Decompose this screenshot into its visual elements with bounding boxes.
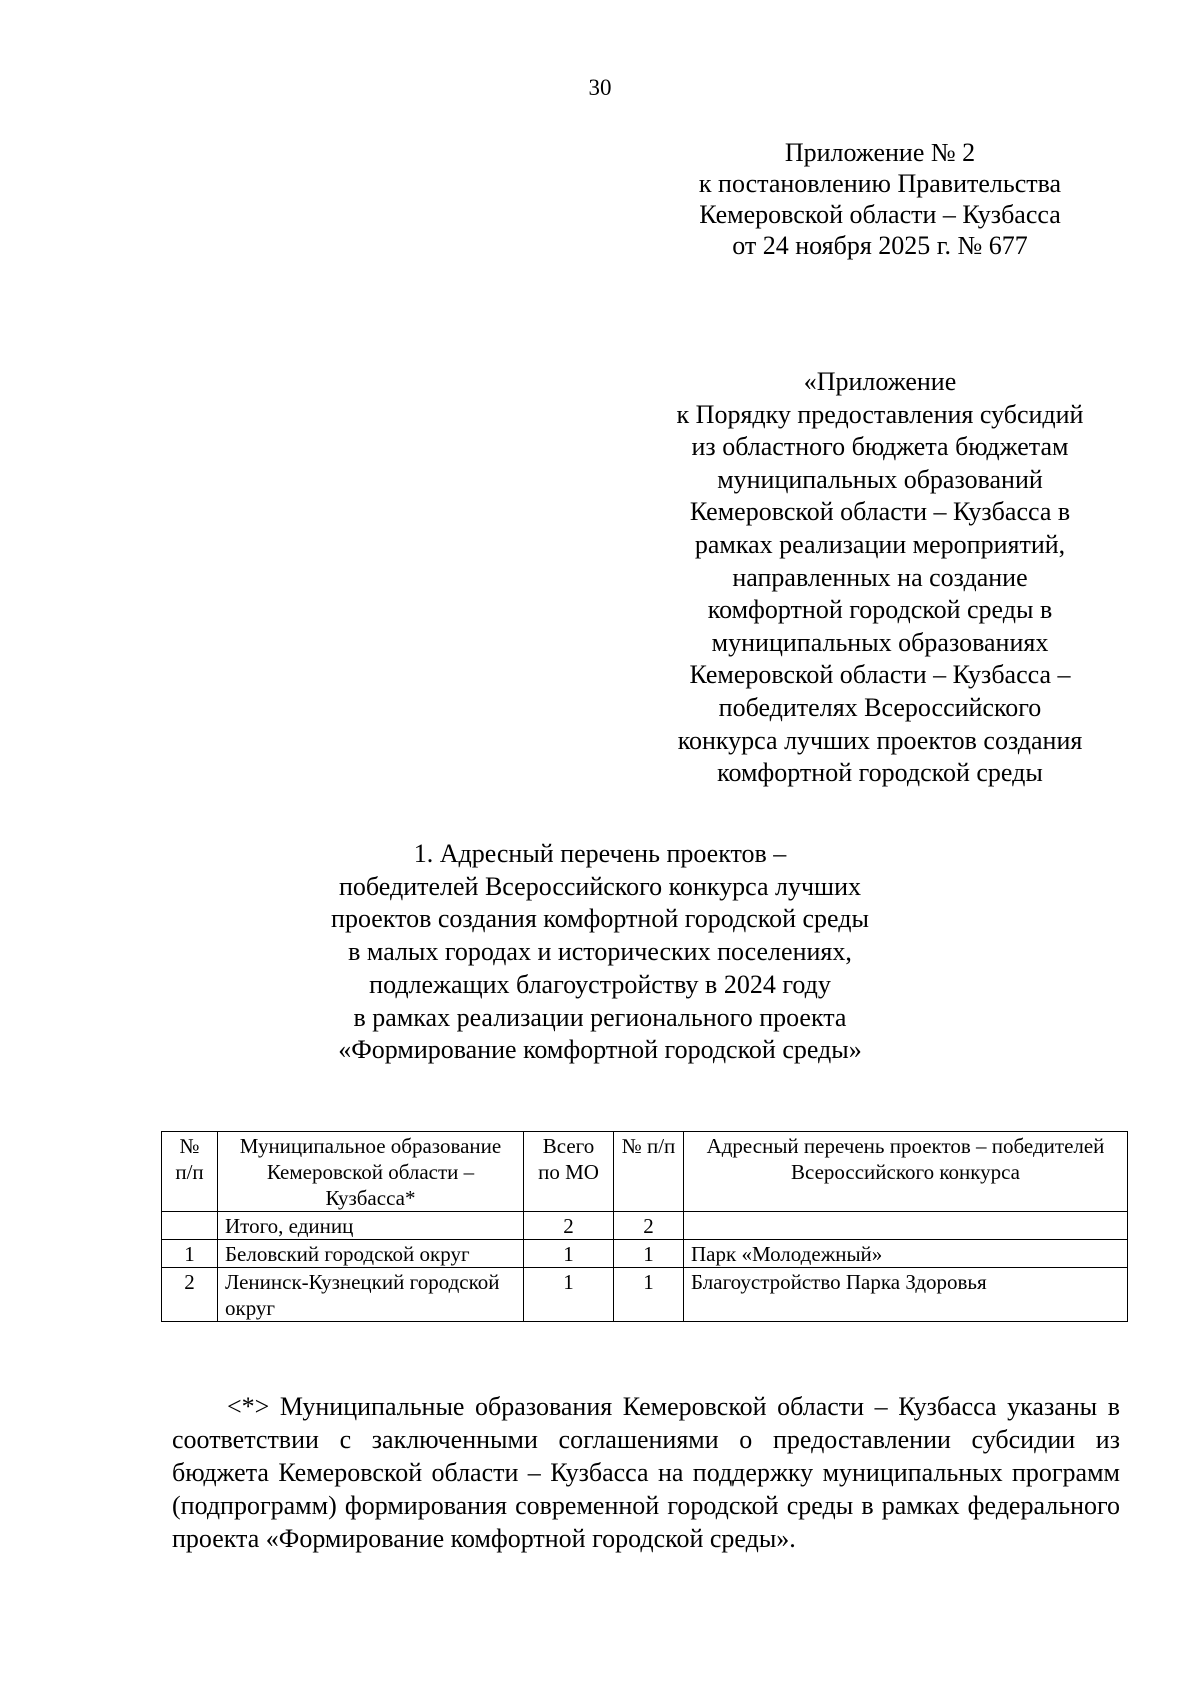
section-title-line: победителей Всероссийского конкурса лучших (338, 871, 861, 901)
cell-municipality: Итого, единиц (218, 1212, 524, 1240)
order-header-line: Кемеровской области – Кузбасса – (689, 660, 1071, 690)
section-title (240, 838, 960, 1067)
cell-municipality: Ленинск-Кузнецкий городской округ (218, 1268, 524, 1322)
order-header-line: комфортной городской среды (717, 758, 1043, 788)
projects-table (161, 1131, 1128, 1322)
table-row-total (162, 1212, 1128, 1240)
order-header-line: «Приложение (803, 367, 957, 396)
appendix-header-line: от 24 ноября 2025 г. № 677 (732, 231, 1028, 260)
header-num2: № п/п (614, 1132, 684, 1212)
order-header-line: Кемеровской области – Кузбасса в (689, 497, 1071, 527)
cell-num (162, 1212, 218, 1240)
cell-municipality: Беловский городской округ (218, 1240, 524, 1268)
cell-num2: 2 (614, 1212, 684, 1240)
section-title-line: 1. Адресный перечень проектов – (413, 839, 787, 868)
appendix-header-line: к постановлению Правительства (698, 169, 1062, 198)
order-header-line: из областного бюджета бюджетам (691, 432, 1069, 462)
appendix-header-line: Кемеровской области – Кузбасса (699, 200, 1061, 229)
section-title-line: проектов создания комфортной городской среды (331, 904, 869, 934)
order-header-line: комфортной городской среды в (707, 595, 1053, 625)
cell-total: 1 (524, 1240, 614, 1268)
section-title-line: «Формирование комфортной городской среды» (338, 1035, 862, 1065)
table-row (162, 1268, 1128, 1322)
appendix-header-line: Приложение № 2 (784, 138, 976, 167)
header-projects: Адресный перечень проектов – победителей Всероссийского конкурса (684, 1132, 1128, 1212)
order-header-line: направленных на создание (732, 562, 1028, 592)
header-total: Всего по МО (524, 1132, 614, 1212)
table-header-row (162, 1132, 1128, 1212)
section-title-line: подлежащих благоустройству в 2024 году (369, 969, 831, 999)
order-header-line: муниципальных образованиях (711, 627, 1049, 657)
table-row (162, 1240, 1128, 1268)
order-header-line: к Порядку предоставления субсидий (676, 399, 1084, 429)
cell-num2: 1 (614, 1268, 684, 1322)
cell-project: Парк «Молодежный» (684, 1240, 1128, 1268)
cell-total: 2 (524, 1212, 614, 1240)
cell-project (684, 1212, 1128, 1240)
cell-project: Благоустройство Парка Здоровья (684, 1268, 1128, 1322)
header-num: № п/п (162, 1132, 218, 1212)
cell-num2: 1 (614, 1240, 684, 1268)
order-header-line: конкурса лучших проектов создания (677, 725, 1083, 755)
section-title-line: в рамках реализации регионального проекта (353, 1002, 847, 1032)
order-appendix-header (640, 366, 1120, 790)
order-header-line: рамках реализации мероприятий, (694, 529, 1066, 559)
order-header-line: победителях Всероссийского (718, 692, 1042, 722)
header-municipality: Муниципальное образование Кемеровской области – Кузбасса* (218, 1132, 524, 1212)
appendix-header (640, 137, 1120, 261)
page-number: 30 (588, 75, 612, 100)
footnote: <*> Муниципальные образования Кемеровской области – Кузбасса указаны в соответствии с заключенными соглашениями о предоставлении субсидии из бюджета Кемеровской области – Кузбасса на поддержку муниципальных программ (подпрограмм) формирования современной городской среды в рамках федерального проекта «Формирование комфортной городской среды». (172, 1392, 1120, 1553)
cell-total: 1 (524, 1268, 614, 1322)
section-title-line: в малых городах и исторических поселениях, (348, 937, 852, 967)
cell-num: 2 (162, 1268, 218, 1322)
order-header-line: муниципальных образований (717, 464, 1043, 494)
cell-num: 1 (162, 1240, 218, 1268)
